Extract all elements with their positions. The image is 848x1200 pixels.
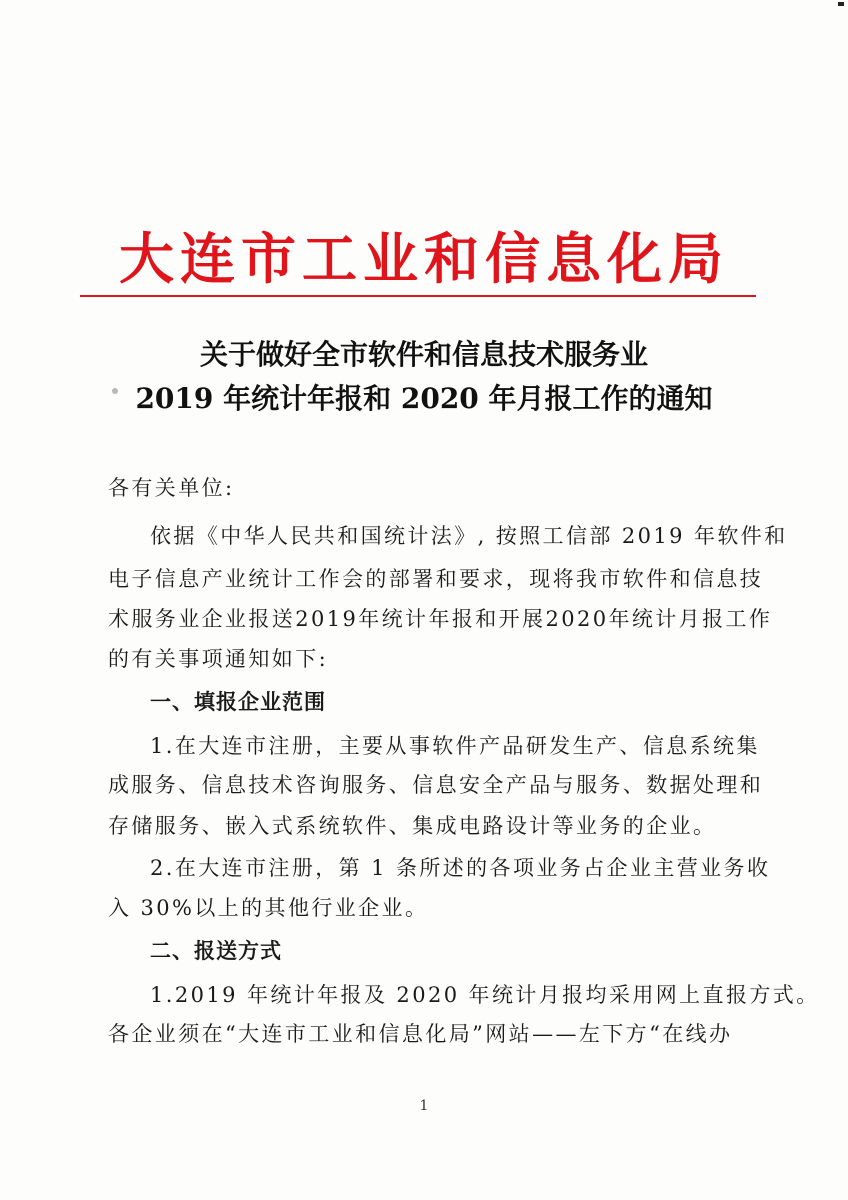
section-1-item-2-line-1: 2.在大连市注册，第 1 条所述的各项业务占企业主营业务收 <box>150 856 771 880</box>
salutation: 各有关单位: <box>108 476 235 500</box>
section-2-item-1-line-1: 1.2019 年统计年报及 2020 年统计月报均采用网上直报方式。 <box>150 983 820 1007</box>
paragraph-1-line-3: 术服务业企业报送2019年统计年报和开展2020年统计月报工作 <box>108 607 773 631</box>
section-1-heading: 一、填报企业范围 <box>150 690 326 714</box>
section-1-item-2-line-2: 入 30%以上的其他行业企业。 <box>108 896 429 920</box>
section-2-item-1-line-2: 各企业须在“大连市工业和信息化局”网站——左下方“在线办 <box>108 1022 733 1046</box>
scan-edge-mark <box>838 2 844 6</box>
section-1-item-1-line-3: 存储服务、嵌入式系统软件、集成电路设计等业务的企业。 <box>108 814 717 838</box>
section-1-item-1-line-1: 1.在大连市注册，主要从事软件产品研发生产、信息系统集 <box>150 734 760 758</box>
letterhead-red-rule <box>80 295 756 297</box>
section-1-item-1-line-2: 成服务、信息技术咨询服务、信息安全产品与服务、数据处理和 <box>108 773 764 797</box>
section-2-heading: 二、报送方式 <box>150 939 282 963</box>
paragraph-1-line-2: 电子信息产业统计工作会的部署和要求，现将我市软件和信息技 <box>108 567 764 591</box>
document-title-line-2: 2019 年统计年报和 2020 年月报工作的通知 <box>135 382 713 415</box>
letterhead-org-name: 大连市工业和信息化局 <box>118 226 729 291</box>
paragraph-1-line-1: 依据《中华人民共和国统计法》, 按照工信部 2019 年软件和 <box>150 524 788 548</box>
paragraph-1-line-4: 的有关事项通知如下: <box>108 647 329 671</box>
document-title-line-1: 关于做好全市软件和信息技术服务业 <box>199 338 648 371</box>
page-number: 1 <box>419 1098 429 1114</box>
